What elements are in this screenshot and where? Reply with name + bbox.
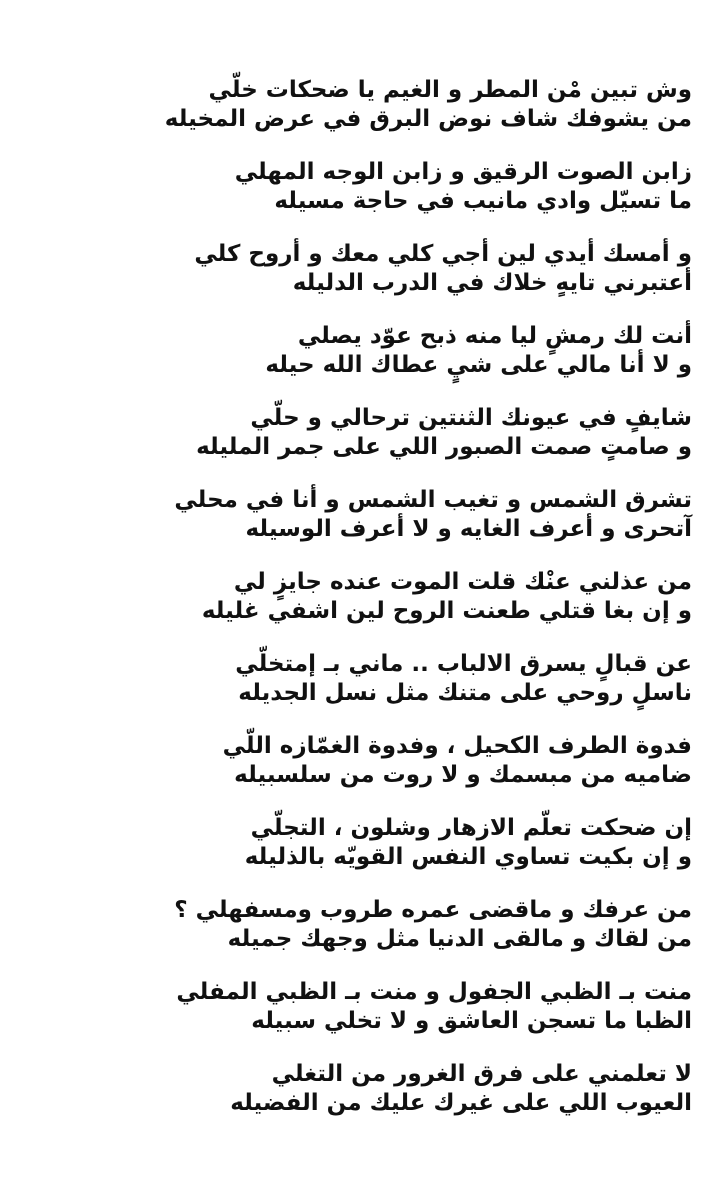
poem-line: و لا أنا مالي على شيٍ عطاك الله حيله: [265, 352, 692, 378]
poem-line: فدوة الطرف الكحيل ، وفدوة الغمّازه اللّي: [222, 733, 692, 759]
stanza: [132, 896, 692, 978]
poem-line: أنت لك رمشٍ ليا منه ذبح عوّد يصلي: [297, 323, 692, 349]
stanza: [132, 568, 692, 650]
poem-line: الظبا ما تسجن العاشق و لا تخلي سبيله: [251, 1008, 692, 1034]
poem-line: و إن بكيت تساوي النفس القويّه بالذليله: [244, 844, 692, 870]
stanza: [132, 76, 692, 158]
poem-line: أعتبرني تايهٍ خلاك في الدرب الدليله: [292, 270, 692, 296]
stanza: [132, 404, 692, 486]
stanza: [132, 650, 692, 732]
poem-line: شايفٍ في عيونك الثنتين ترحالي و حلّي: [250, 405, 692, 431]
poem-line: ما تسيّل وادي مانيب في حاجة مسيله: [274, 188, 692, 214]
poem-line: وش تبين مْن المطر و الغيم يا ضحكات خلّي: [208, 77, 692, 103]
poem-line: إن ضحكت تعلّم الازهار وشلون ، التجلّي: [250, 815, 692, 841]
poem-line: العيوب اللي على غيرك عليك من الفضيله: [230, 1090, 692, 1116]
poem-line: آتحرى و أعرف الغايه و لا أعرف الوسيله: [245, 516, 692, 542]
poem-line: عن قبالٍ يسرق الالباب .. ماني بـ إمتخلّي: [235, 651, 692, 677]
poem-line: من لقاك و مالقى الدنيا مثل وجهك جميله: [227, 926, 692, 952]
poem-line: لا تعلمني على فرق الغرور من التغلي: [271, 1061, 692, 1087]
stanza: [132, 814, 692, 896]
poem-text: [132, 76, 692, 1142]
stanza: [132, 978, 692, 1060]
poem-line: و صامتٍ صمت الصبور اللي على جمر المليله: [196, 434, 692, 460]
poem-line: زابن الصوت الرقيق و زابن الوجه المهلي: [234, 159, 692, 185]
poem-line: من عذلني عنْك قلت الموت عنده جايزٍ لي: [233, 569, 692, 595]
stanza: [132, 732, 692, 814]
poem-line: ضاميه من مبسمك و لا روت من سلسبيله: [234, 762, 692, 788]
poem-line: تشرق الشمس و تغيب الشمس و أنا في محلي: [174, 487, 692, 513]
poem-line: من يشوفك شاف نوض البرق في عرض المخيله: [164, 106, 692, 132]
poem-line: ناسلٍ روحي على متنك مثل نسل الجديله: [238, 680, 692, 706]
stanza: [132, 1060, 692, 1142]
stanza: [132, 158, 692, 240]
poem-line: من عرفك و ماقضى عمره طروب ومسفهلي ؟: [174, 897, 692, 923]
poem-line: و إن بغا قتلي طعنت الروح لين اشفي غليله: [201, 598, 692, 624]
stanza: [132, 240, 692, 322]
poem-line: و أمسك أيدي لين أجي كلي معك و أروح كلي: [194, 241, 692, 267]
stanza: [132, 322, 692, 404]
poem-line: منت بـ الظبي الجفول و منت بـ الظبي المفلي: [176, 979, 692, 1005]
stanza: [132, 486, 692, 568]
